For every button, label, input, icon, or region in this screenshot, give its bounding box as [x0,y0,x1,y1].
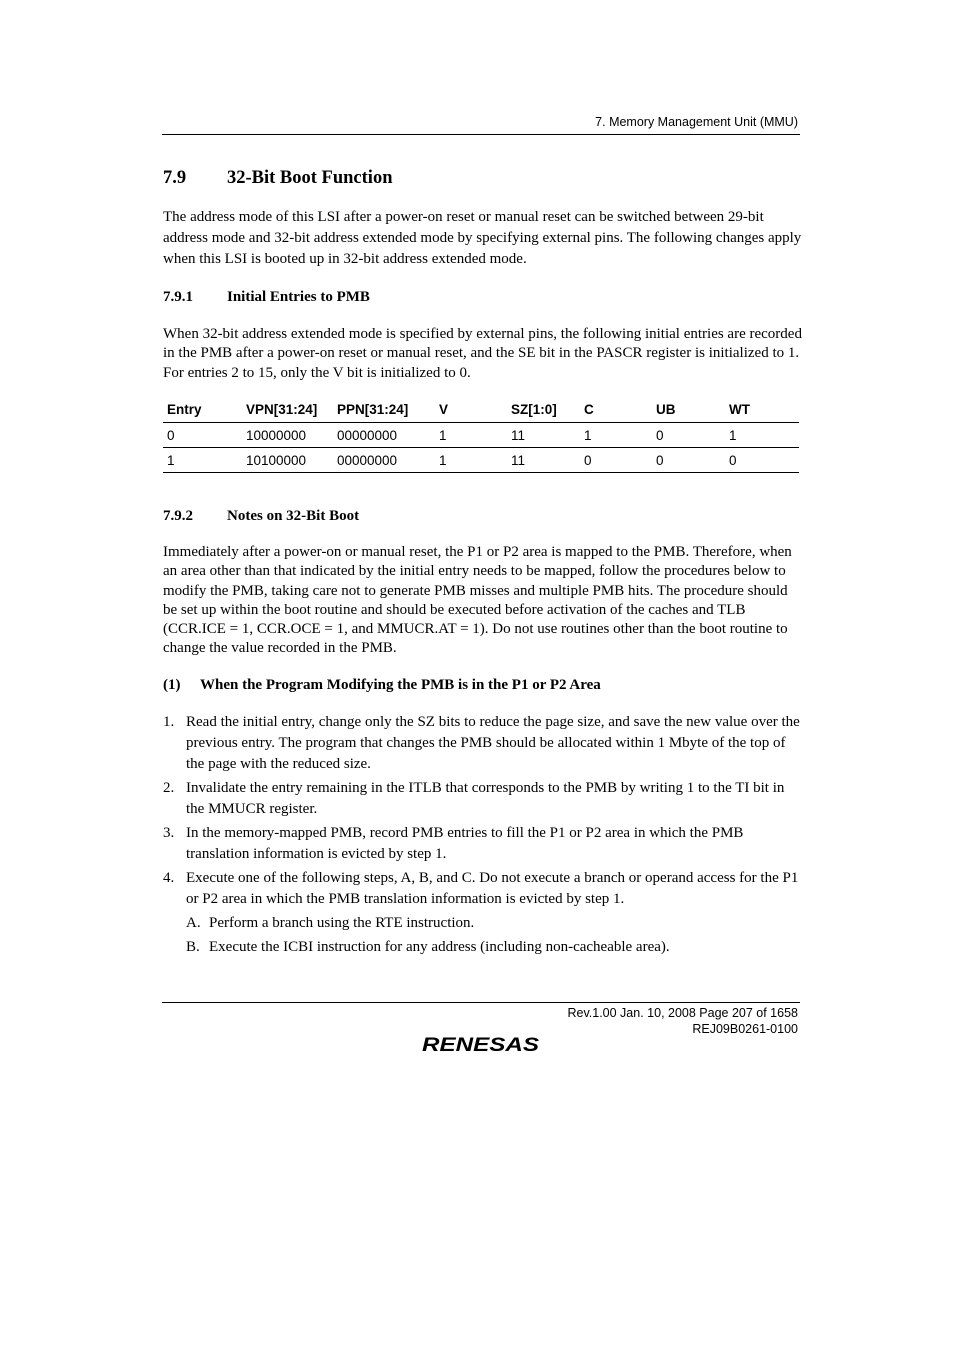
table-cell: 1 [580,423,652,448]
section-number: 7.9 [163,168,187,188]
subsection-number: 7.9.1 [163,289,193,305]
column-header: Entry [163,396,242,423]
sub-step-letter: A. [186,915,201,931]
list-item [163,712,803,775]
table-cell: 0 [725,448,799,473]
subsection-heading-initial-entries [163,289,370,306]
table-cell: 00000000 [333,423,435,448]
column-header: PPN[31:24] [333,396,435,423]
sub-step-text: Execute the ICBI instruction for any address (including non-cacheable area). [209,939,670,955]
subsection-title: Notes on 32-Bit Boot [227,508,360,524]
running-header: 7. Memory Management Unit (MMU) [595,115,798,129]
list-item [163,778,803,820]
step-text: Read the initial entry, change only the SZ bits to reduce the page size, and save the new value over the previous entry. The program that changes the PMB should be allocated within 1 Mbyte of the top of the page with the reduced size. [186,714,800,772]
header-rule [162,134,800,135]
initial-entries-text: When 32-bit address extended mode is specified by external pins, the following initial entries are recorded in the PMB after a power-on reset or manual reset, and the SE bit in the PASCR register is initialized to 1. For entries 2 to 15, only the V bit is initialized to 0. [163,326,802,381]
sub-step-letter: B. [186,939,200,955]
table-header-row [163,396,799,423]
step-number: 3. [163,825,175,841]
subsection-number: 7.9.2 [163,508,193,524]
list-item [163,823,803,865]
logo-text: RENESAS [422,1035,540,1054]
table-cell: 10000000 [242,423,333,448]
column-header: C [580,396,652,423]
document-code: REJ09B0261-0100 [692,1022,798,1036]
section-heading [163,168,392,189]
table-cell: 1 [725,423,799,448]
page-footer [500,1005,798,1037]
table-cell: 0 [652,423,725,448]
pmb-initial-entries-table [163,396,799,473]
step-text: Execute one of the following steps, A, B, and C. Do not execute a branch or operand access for the P1 or P2 area in which the PMB translation information is evicted by step 1. [186,870,799,907]
sub-step-text: Perform a branch using the RTE instruction. [209,915,475,931]
table-cell: 1 [435,423,507,448]
section-intro: The address mode of this LSI after a power-on reset or manual reset can be switched between 29-bit address mode and 32-bit address extended mode by specifying external pins. The following changes apply when this LSI is booted up in 32-bit address extended mode. [163,209,802,267]
step-number: 4. [163,870,175,886]
subsection-heading-notes [163,508,359,525]
step-number: 2. [163,780,175,796]
column-header: SZ[1:0] [507,396,580,423]
table-row [163,423,799,448]
notes-text: Immediately after a power-on or manual reset, the P1 or P2 area is mapped to the PMB. Therefore, when an area other than that indicated by the initial entry needs to be mapped, follow the procedures below to modify the PMB, taking care not to generate PMB misses and multiple PMB hits. The procedure should be set up within the boot routine and should be executed before activation of the caches and TLB (CCR.ICE = 1, CCR.OCE = 1, and MMUCR.AT = 1). Do not use routines other than the boot routine to change the value recorded in the PMB. [163,544,792,657]
column-header: V [435,396,507,423]
revision-line: Rev.1.00 Jan. 10, 2008 Page 207 of 1658 [567,1006,798,1020]
procedure-steps [163,712,803,961]
footer-rule [162,1002,800,1003]
subsection-title: Initial Entries to PMB [227,289,370,305]
table-cell: 0 [580,448,652,473]
list-item [163,913,803,934]
column-header: WT [725,396,799,423]
table-cell: 1 [435,448,507,473]
table-cell: 00000000 [333,448,435,473]
procedure-title: When the Program Modifying the PMB is in the P1 or P2 Area [200,677,601,693]
step-text: In the memory-mapped PMB, record PMB entries to fill the P1 or P2 area in which the PMB translation information is evicted by step 1. [186,825,744,862]
renesas-logo [421,1034,541,1054]
table-row [163,448,799,473]
table-cell: 11 [507,448,580,473]
list-item [163,868,803,910]
table-cell: 11 [507,423,580,448]
table-cell: 0 [652,448,725,473]
column-header: UB [652,396,725,423]
column-header: VPN[31:24] [242,396,333,423]
list-item [163,937,803,958]
procedure-heading [163,677,601,694]
step-text: Invalidate the entry remaining in the ITLB that corresponds to the PMB by writing 1 to the TI bit in the MMUCR register. [186,780,785,817]
procedure-number: (1) [163,677,181,693]
step-number: 1. [163,714,175,730]
table-cell: 1 [163,448,242,473]
table-cell: 0 [163,423,242,448]
section-title: 32-Bit Boot Function [227,168,393,188]
table-cell: 10100000 [242,448,333,473]
